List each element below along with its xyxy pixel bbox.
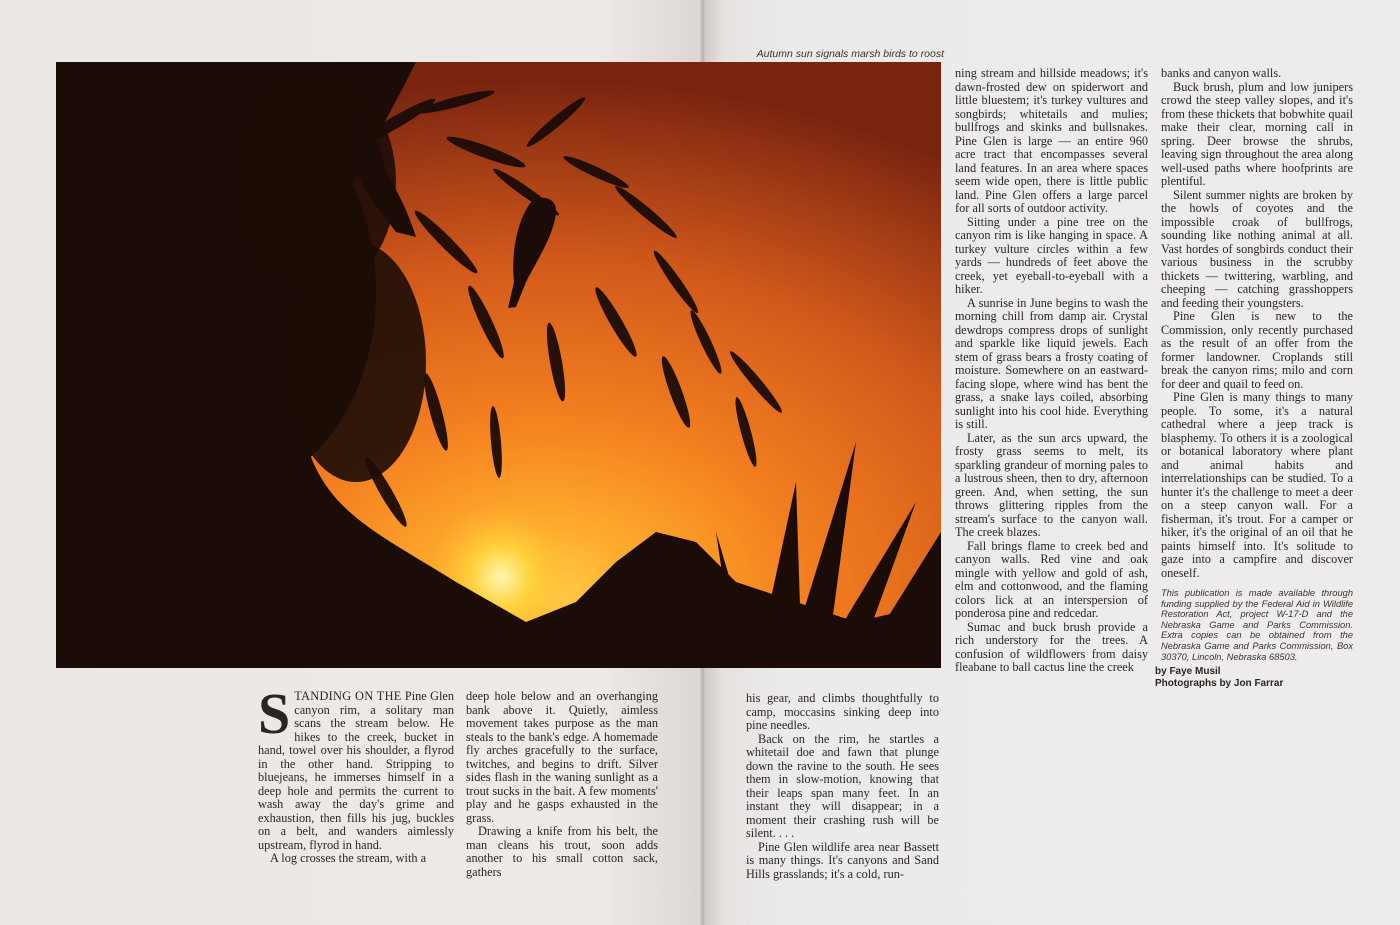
paragraph: Back on the rim, he startles a whitetail doe and fawn that plunge down the ravine to the south. He sees them in slow-motion, knowing that their leaps span many feet. In an instant they will disappear; in a moment their crashing rush will be silent. . . .: [746, 731, 939, 840]
paragraph: Sumac and buck brush provide a rich understory for the trees. A confusion of wildflowers from daisy fleabane to ball cactus line the creek: [955, 619, 1148, 674]
opening-caps: TANDING ON THE: [294, 689, 402, 703]
author-byline: by Faye Musil: [1155, 666, 1221, 678]
article-column-5: [1155, 66, 1353, 690]
opening-paragraph: [258, 681, 454, 852]
paragraph: Buck brush, plum and low junipers crowd the steep valley slopes, and it's from these thickets that bobwhite quail make their clear, morning call in spring. Deer browse the shrubs, leaving sign throughout the area along well-used paths where hoofprints are plentiful.: [1161, 79, 1353, 188]
paragraph: Fall brings flame to creek bed and canyon walls. Red vine and oak mingle with yellow and gold of ash, elm and cottonwood, and the flaming colors lick at an interspersion of ponderosa pine and redcedar.: [955, 538, 1148, 620]
paragraph: ning stream and hillside meadows; it's dawn-frosted dew on spiderwort and little bluestem; it's turkey vultures and songbirds; whitetails and mulies; bullfrogs and skinks and bullsnakes. Pine Glen is large — an entire 960 acre tract that encompasses several land features. In an area where spaces seem wide open, there is little public land. Pine Glen offers a large parcel for all sorts of outdoor activity.: [955, 66, 1148, 215]
paragraph: Pine Glen wildlife area near Bassett is many things. It's canyons and Sand Hills grasslands; it's a cold, run-: [746, 839, 939, 881]
article-column-3: [746, 692, 939, 881]
paragraph: his gear, and climbs thoughtfully to camp, moccasins sinking deep into pine needles.: [746, 691, 939, 732]
sunset-bird-silhouette-image: [56, 62, 941, 668]
paragraph: deep hole below and an overhanging bank above it. Quietly, aimless movement takes purpose as the man steals to the bank's edge. A homemade fly arches gracefully to the surface, twitches, and begins to drift. Silver sides flash in the waning sunlight as a trout sucks in the bait. A few moments' play and he gasps exhausted in the grass.: [466, 689, 658, 825]
sunset-photo: [56, 62, 941, 668]
paragraph: Pine Glen canyon rim, a solitary man scans the stream below. He hikes to the creek, bucket in hand, towel over his shoulder, a flyrod in the other hand. Stripping to bluejeans, he immerses himself in a deep hole and permits the current to wash away the day's grime and exhaustion, then fills his jug, buckles on a belt, and wanders aimlessly upstream, flyrod in hand.: [258, 689, 454, 852]
drop-cap: S: [258, 681, 291, 746]
photographer-byline: Photographs by Jon Farrar: [1155, 678, 1284, 690]
paragraph: banks and canyon walls.: [1161, 66, 1282, 80]
publication-note: This publication is made available through funding supplied by the Federal Aid in Wildlife Restoration Act, project W-17-D and the Nebraska Game and Parks Commission. Extra copies can be obtained from the Nebraska Game and Parks Commission, Box 30370, Lincoln, Nebraska 68503.: [1161, 588, 1353, 662]
article-column-2: [466, 690, 658, 879]
paragraph: Pine Glen is many things to many people. To some, it's a natural cathedral where a jeep track is blasphemy. To others it is a zoological or botanical laboratory where plant and animal habits and interrelationships can be studied. To a hunter it's the challenge to meet a deer on a steep canyon wall. For a fisherman, it's trout. For a camper or hiker, it's the original of an oil that he paints himself into. It's solitude to gaze into a campfire and discover oneself.: [1161, 390, 1353, 580]
article-column-1: [258, 681, 454, 866]
paragraph: Drawing a knife from his belt, the man cleans his trout, soon adds another to his small cotton sack, gathers: [466, 824, 658, 879]
photo-caption: Autumn sun signals marsh birds to roost: [756, 48, 944, 60]
article-column-4: [955, 67, 1148, 675]
paragraph: Silent summer nights are broken by the howls of coyotes and the impossible croak of bullfrogs, sounding like nothing animal at all. Vast hordes of songbirds conduct their various business in the scrubby thickets — twittering, warbling, and cheeping — catching grasshoppers and feeding their youngsters.: [1161, 187, 1353, 310]
paragraph: Later, as the sun arcs upward, the frosty grass seems to melt, its sparkling grandeur of morning pales to a lustrous sheen, then to dry, afternoon green. And, when setting, the sun throws glittering ripples from the stream's surface to the canyon wall. The creek blazes.: [955, 430, 1148, 539]
paragraph: A log crosses the stream, with a: [270, 851, 427, 865]
paragraph: Pine Glen is new to the Commission, only recently purchased as the result of an offer from the former landowner. Croplands still break the canyon rims; milo and corn for deer and quail to feed on.: [1161, 309, 1353, 391]
paragraph: Sitting under a pine tree on the canyon rim is like hanging in space. A turkey vulture circles within a few yards — hundreds of feet above the creek, yet eyeball-to-eyeball with a hiker.: [955, 214, 1148, 296]
paragraph: A sunrise in June begins to wash the morning chill from damp air. Crystal dewdrops compress drops of sunlight and sparkle like liquid jewels. Each stem of grass bears a frosty coating of moisture. Somewhere on an eastward-facing slope, where wind has bent the grass, a snake lays coiled, absorbing sunlight into his cool hide. Everything is still.: [955, 295, 1148, 431]
